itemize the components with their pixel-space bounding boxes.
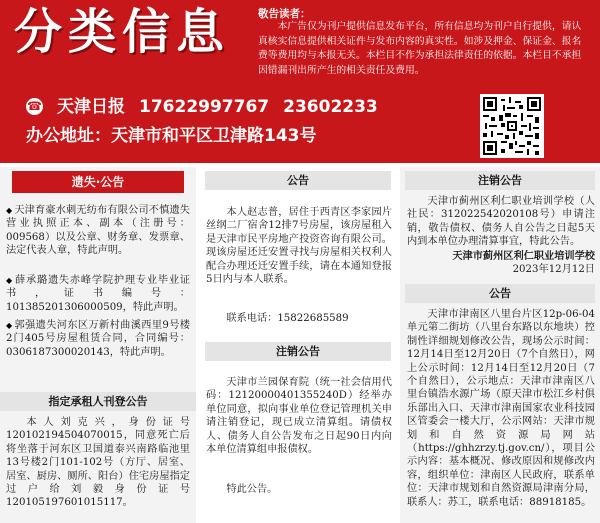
notice-heading: 公告: [205, 171, 391, 190]
cancellation-date: 2023年12月12日: [512, 264, 595, 275]
cancellation-heading: 注销公告: [405, 171, 595, 190]
contact-block: [26, 93, 392, 151]
cancellation-closing: 特此公告。: [226, 484, 278, 495]
brand-name: 天津日报: [57, 97, 125, 117]
notice-phone: 联系电话：15822685589: [226, 313, 349, 324]
cancellation-text: 天津市兰园保育院（统一社会信用代码：12120000401355240D）经举办单位同意，拟向事业单位登记管理机关申请注销登记，现已成立清算组。请债权人、债务人自公告发布之日起90日内向本单位清算组申报债权。: [206, 377, 392, 456]
lost-item: [6, 319, 190, 359]
phone-row: [26, 93, 392, 122]
phone-number-2: 23602233: [283, 97, 378, 117]
reader-notice-text: 本广告仅为刊户提供信息发布平台，所有信息均为刊户自行提供，请认真核实信息提供相关证件与发布内容的真实性。如涉及押金、保证金、报名费等费用均与本报无关。本栏目不作为承担法律责任的依据。本栏目不承担因错漏刊出所产生的相关责任及费用。: [258, 21, 582, 76]
office-address: 办公地址：天津市和平区卫津路143号: [26, 126, 317, 146]
reader-notice-title: 敬告读者：: [258, 8, 311, 20]
lost-notice-heading: 遗失·公告: [12, 171, 184, 193]
cancellation-signature: 天津市蓟州区利仁职业培训学校: [452, 251, 595, 262]
planning-notice-heading: 公告: [405, 284, 595, 303]
planning-notice-text: 天津市津南区八里台片区12p-06-04单元第二街坊（八里台东路以东地块）控制性详细规划修改公告，现场公示时间：12月14日至12月20日（7个自然日），网上公示时间：12月14日至12月20日（7个自然日），公示地点：天津市津南区八里台镇浩水源广场（原天津市松江乡村俱乐部出入口、天津市津南国家农业科技园区管委会一楼大厅，公示网站：天津市规划和自然资源局网站（https://ghhzrzy.tj.gov.cn/），项目公示内容：基本概况、修改原因和规修改内容，组织单位：津南区人民政府，联系单位：天津市规划和自然资源局津南分局，联系人：苏工，联系电话：88918185。: [407, 309, 595, 508]
phone-number-1: 17622997767: [139, 97, 270, 117]
address-row: [26, 122, 392, 151]
lost-item-text: 郭强遗失河东区万新村曲溪西里9号楼2门405号房屋租赁合同，合同编号：0306187300020143，特此声明。: [6, 320, 190, 358]
heir-notice-text: 本人刘克兴，身份证号120102194504070015，同意死亡后将坐落于河东区卫国道泰兴南路临池里13号楼2门101-102号（方厅、居室、居室、厨房、厕所、阳台）住宅房屋指定过户给刘毅身份证号120105197601015117。: [6, 417, 190, 509]
lost-item: [6, 274, 190, 314]
qr-code-icon: [480, 94, 544, 158]
notice-text: 本人赵志普，居住于西青区李家园片丝纲二厂宿舍12排7号房屋，该房屋租入是天津市民平房地产投资咨询有限公司。现该房屋还迁安置寻找与房屋相关权利人配合办理还迁安置手续，请在本通知登报5日内与本人联系。: [206, 207, 392, 286]
page-title: 分类信息: [14, 4, 231, 60]
lost-item-text: 薛承璐遗失赤峰学院护理专业毕业证书，证书编号：101385201306000509，特此声明。: [6, 275, 191, 313]
heir-notice-heading: 指定承租人刊登公告: [0, 392, 196, 411]
bullet-icon: ◆: [6, 276, 13, 285]
bullet-icon: ◆: [6, 206, 13, 215]
bullet-icon: ◆: [6, 321, 13, 330]
phone-icon: ☎: [27, 99, 42, 113]
lost-item: [6, 204, 190, 258]
lost-item-text: 天津育豪水刺无纺布有限公司不慎遗失营业执照正本、副本（注册号：009568）以及公章、财务章、发票章、法定代表人章，特此声明。: [6, 205, 190, 257]
cancellation-heading: 注销公告: [205, 342, 391, 361]
classified-header: [0, 0, 600, 163]
cancellation-text: 天津市蓟州区利仁职业培训学校（人社民：31202254202010​8号）申请注销，敬告债权、债务人自公告之日起5天内到本单位办理清算事宜，特此公告。: [407, 196, 595, 248]
